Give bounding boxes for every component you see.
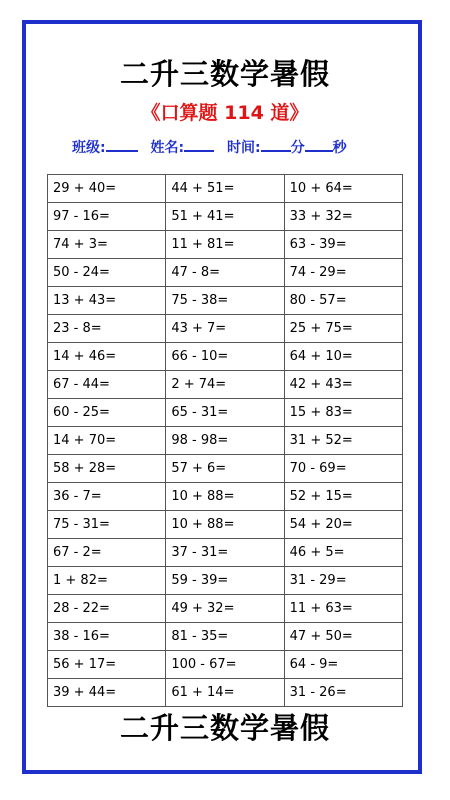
problem-cell: 66 - 10= bbox=[166, 343, 284, 371]
problem-cell: 64 + 10= bbox=[284, 343, 402, 371]
table-row bbox=[48, 567, 403, 595]
minute-blank[interactable] bbox=[261, 138, 291, 152]
problem-cell: 59 - 39= bbox=[166, 567, 284, 595]
problem-cell: 74 - 29= bbox=[284, 259, 402, 287]
student-info-line bbox=[72, 137, 402, 157]
problem-cell: 13 + 43= bbox=[48, 287, 166, 315]
table-row bbox=[48, 539, 403, 567]
problem-cell: 11 + 63= bbox=[284, 595, 402, 623]
second-label: 秒 bbox=[332, 140, 347, 156]
problem-cell: 1 + 82= bbox=[48, 567, 166, 595]
name-blank[interactable] bbox=[184, 138, 214, 152]
problem-cell: 39 + 44= bbox=[48, 679, 166, 707]
problem-cell: 97 - 16= bbox=[48, 203, 166, 231]
problem-cell: 14 + 70= bbox=[48, 427, 166, 455]
problem-cell: 11 + 81= bbox=[166, 231, 284, 259]
problem-cell: 44 + 51= bbox=[166, 175, 284, 203]
problem-cell: 10 + 88= bbox=[166, 511, 284, 539]
problem-cell: 37 - 31= bbox=[166, 539, 284, 567]
problem-cell: 58 + 28= bbox=[48, 455, 166, 483]
table-row bbox=[48, 259, 403, 287]
table-row bbox=[48, 483, 403, 511]
problem-table bbox=[47, 174, 403, 707]
problem-cell: 25 + 75= bbox=[284, 315, 402, 343]
problem-cell: 51 + 41= bbox=[166, 203, 284, 231]
table-row bbox=[48, 679, 403, 707]
page-title: 二升三数学暑假 bbox=[119, 57, 330, 91]
problem-cell: 100 - 67= bbox=[166, 651, 284, 679]
problem-cell: 63 - 39= bbox=[284, 231, 402, 259]
problem-cell: 36 - 7= bbox=[48, 483, 166, 511]
table-row bbox=[48, 343, 403, 371]
problem-cell: 10 + 64= bbox=[284, 175, 402, 203]
table-row bbox=[48, 399, 403, 427]
problem-cell: 2 + 74= bbox=[166, 371, 284, 399]
problem-cell: 74 + 3= bbox=[48, 231, 166, 259]
problem-cell: 46 + 5= bbox=[284, 539, 402, 567]
problem-cell: 14 + 46= bbox=[48, 343, 166, 371]
problem-cell: 81 - 35= bbox=[166, 623, 284, 651]
problem-cell: 80 - 57= bbox=[284, 287, 402, 315]
problem-cell: 52 + 15= bbox=[284, 483, 402, 511]
worksheet-subtitle: 《口算题 114 道》 bbox=[141, 102, 309, 124]
footer-title: 二升三数学暑假 bbox=[119, 711, 330, 745]
class-label: 班级: bbox=[72, 140, 106, 156]
problem-cell: 31 - 29= bbox=[284, 567, 402, 595]
problem-cell: 75 - 38= bbox=[166, 287, 284, 315]
problem-cell: 38 - 16= bbox=[48, 623, 166, 651]
problem-cell: 57 + 6= bbox=[166, 455, 284, 483]
problem-cell: 49 + 32= bbox=[166, 595, 284, 623]
problem-cell: 28 - 22= bbox=[48, 595, 166, 623]
time-label: 时间: bbox=[226, 140, 261, 156]
table-row bbox=[48, 595, 403, 623]
table-row bbox=[48, 511, 403, 539]
table-row bbox=[48, 315, 403, 343]
problem-cell: 75 - 31= bbox=[48, 511, 166, 539]
problem-cell: 98 - 98= bbox=[166, 427, 284, 455]
minute-label: 分 bbox=[290, 140, 305, 156]
problem-cell: 31 + 52= bbox=[284, 427, 402, 455]
table-row bbox=[48, 427, 403, 455]
problem-cell: 42 + 43= bbox=[284, 371, 402, 399]
table-row bbox=[48, 203, 403, 231]
problem-cell: 56 + 17= bbox=[48, 651, 166, 679]
problem-cell: 47 + 50= bbox=[284, 623, 402, 651]
problem-cell: 67 - 44= bbox=[48, 371, 166, 399]
table-row bbox=[48, 455, 403, 483]
class-blank[interactable] bbox=[106, 138, 138, 152]
table-row bbox=[48, 623, 403, 651]
problem-cell: 65 - 31= bbox=[166, 399, 284, 427]
problem-cell: 23 - 8= bbox=[48, 315, 166, 343]
problem-cell: 64 - 9= bbox=[284, 651, 402, 679]
problem-cell: 61 + 14= bbox=[166, 679, 284, 707]
problem-cell: 54 + 20= bbox=[284, 511, 402, 539]
table-row bbox=[48, 287, 403, 315]
problem-cell: 70 - 69= bbox=[284, 455, 402, 483]
table-row bbox=[48, 651, 403, 679]
second-blank[interactable] bbox=[305, 138, 333, 152]
name-label: 姓名: bbox=[150, 140, 185, 156]
problem-cell: 31 - 26= bbox=[284, 679, 402, 707]
table-row bbox=[48, 371, 403, 399]
problem-cell: 10 + 88= bbox=[166, 483, 284, 511]
problem-cell: 50 - 24= bbox=[48, 259, 166, 287]
table-row bbox=[48, 175, 403, 203]
problem-cell: 33 + 32= bbox=[284, 203, 402, 231]
problem-cell: 60 - 25= bbox=[48, 399, 166, 427]
problem-cell: 43 + 7= bbox=[166, 315, 284, 343]
problem-cell: 29 + 40= bbox=[48, 175, 166, 203]
problem-cell: 47 - 8= bbox=[166, 259, 284, 287]
table-row bbox=[48, 231, 403, 259]
problem-cell: 67 - 2= bbox=[48, 539, 166, 567]
problem-cell: 15 + 83= bbox=[284, 399, 402, 427]
